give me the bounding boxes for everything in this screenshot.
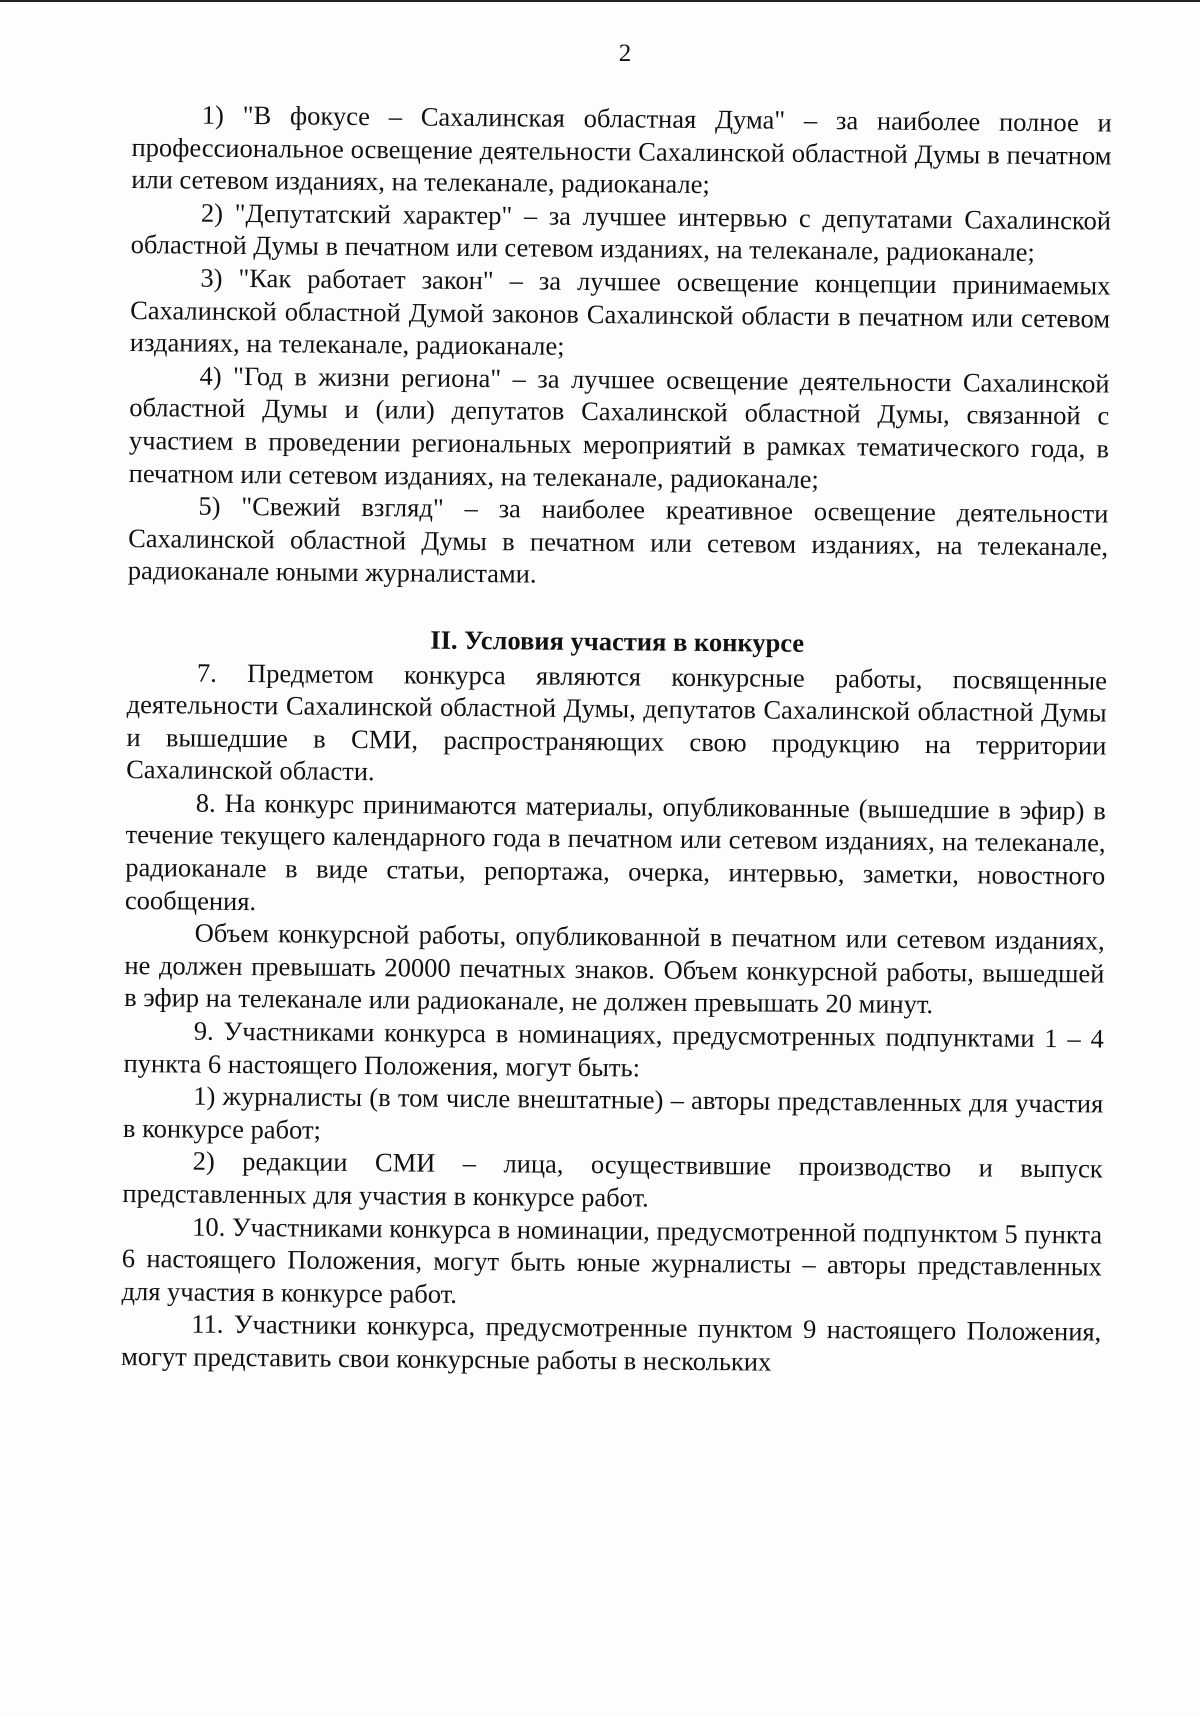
paragraph-9-sub-1: 1) журналисты (в том числе внештатные) – авторы представленных для участия в конкурсе работ; — [122, 1080, 1104, 1145]
paragraph-10: 10. Участниками конкурса в номинации, предусмотренной подпунктом 5 пункта 6 настоящего Положения, могут быть юные журналисты – авторы представленных для участия в конкурсе работ. — [121, 1211, 1103, 1309]
document-body — [121, 98, 1112, 1381]
section-heading: II. Условия участия в конкурсе — [430, 624, 805, 658]
scan-top-edge — [0, 0, 1200, 2]
nomination-item-1: 1) "В фокусе – Сахалинская областная Дума" – за наиболее полное и профессиональное освещение деятельности Сахалинской областной Думы в печатном или сетевом изданиях, на телеканале, радиоканале; — [131, 99, 1112, 200]
nomination-item-2: 2) "Депутатский характер" – за лучшее интервью с депутатами Сахалинской областной Думы в печатном или сетевом изданиях, на телеканале, радиоканале; — [130, 197, 1112, 268]
paragraph-9-sub-2: 2) редакции СМИ – лица, осуществившие производство и выпуск представленных для участия в конкурсе работ. — [122, 1145, 1103, 1213]
nomination-item-4: 4) "Год в жизни региона" – за лучшее освещение деятельности Сахалинской областной Думы и (или) депутатов Сахалинской областной Думы, связанной с участием в проведении региональных мероприятий в рамках тематического года, в печатном или сетевом изданиях, на телеканале, радиоканале; — [128, 360, 1110, 494]
page-number: 2 — [618, 40, 632, 67]
nomination-item-3: 3) "Как работает закон" – за лучшее освещение концепции принимаемых Сахалинской областной Думой законов Сахалинской области в печатном или сетевом изданиях, на телеканале, радиоканале; — [129, 262, 1111, 361]
paragraph-9: 9. Участниками конкурса в номинациях, предусмотренных подпунктами 1 – 4 пункта 6 настоящего Положения, могут быть: — [123, 1015, 1104, 1083]
paragraph-8: 8. На конкурс принимаются материалы, опубликованные (вышедшие в эфир) в течение текущего календарного года в печатном или сетевом изданиях, на телеканале, радиоканале в виде статьи, репортажа, очерка, интервью, заметки, новостного сообщения. — [124, 787, 1106, 916]
paragraph-8-volume: Объем конкурсной работы, опубликованной в печатном или сетевом изданиях, не должен превышать 20000 печатных знаков. Объем конкурсной работы, вышедшей в эфир на телеканале или радиоканале, не должен превышать 20 минут. — [124, 917, 1105, 1020]
paragraph-7: 7. Предметом конкурса являются конкурсные работы, посвященные деятельности Сахалинской областной Думы, депутатов Сахалинской областной Думы и вышедшие в СМИ, распространяющих свою продукцию на территории Сахалинской области. — [126, 657, 1108, 787]
paragraph-11: 11. Участники конкурса, предусмотренные пунктом 9 настоящего Положения, могут представить свои конкурсные работы в нескольких — [120, 1308, 1102, 1377]
nomination-item-5: 5) "Свежий взгляд" – за наиболее креативное освещение деятельности Сахалинской областной Думы в печатном или сетевом изданиях, на телеканале, радиоканале юными журналистами. — [127, 490, 1109, 589]
